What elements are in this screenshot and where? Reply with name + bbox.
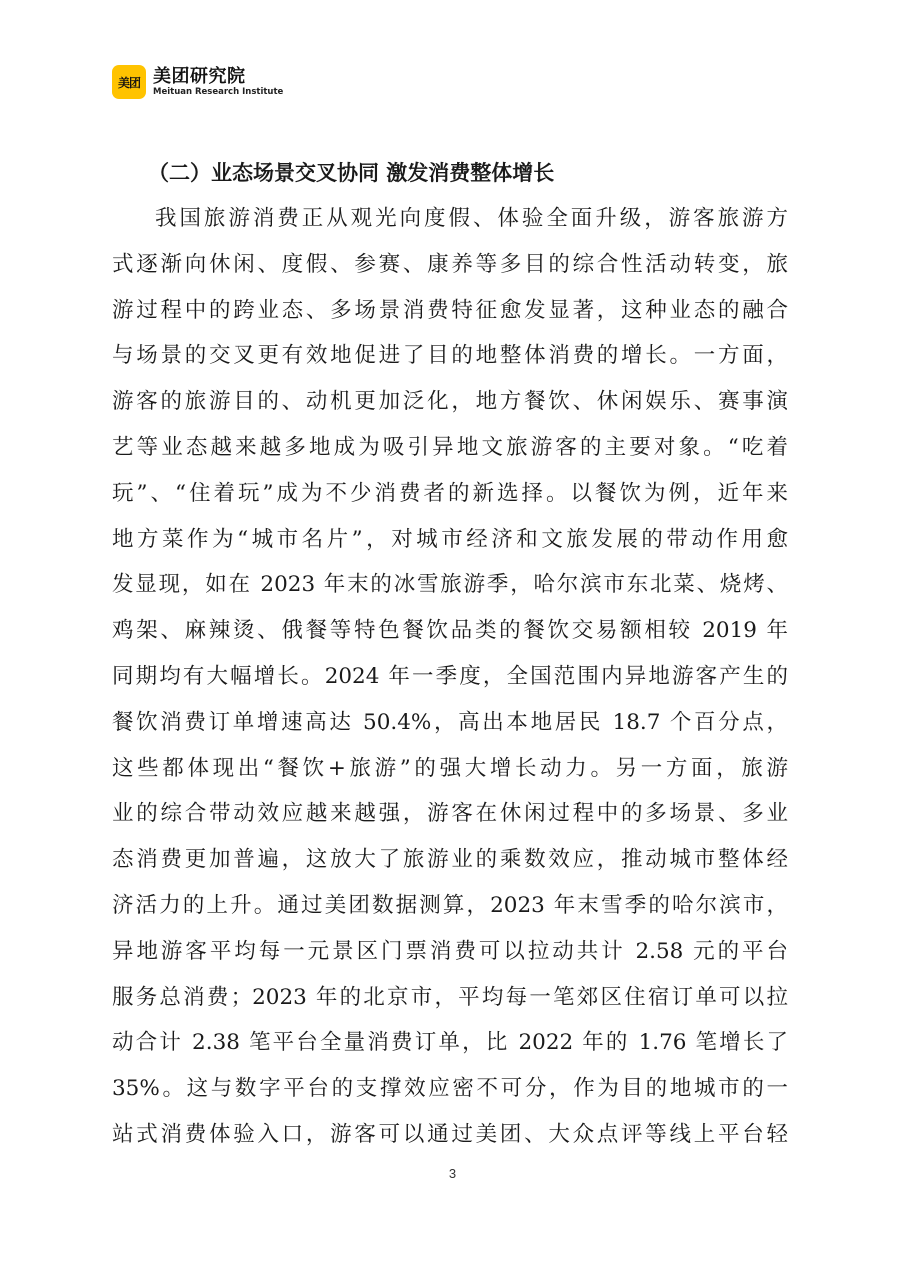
paragraph-line: 服务总消费；2023 年的北京市，平均每一笔郊区住宿订单可以拉 <box>112 984 788 1010</box>
section-heading: （二）业态场景交叉协同 激发消费整体增长 <box>148 161 555 185</box>
paragraph-line: 与场景的交叉更有效地促进了目的地整体消费的增长。一方面， <box>112 343 788 369</box>
meituan-logo: 美团 <box>112 65 146 99</box>
paragraph-line: 发显现，如在 2023 年末的冰雪旅游季，哈尔滨市东北菜、烧烤、 <box>112 572 788 598</box>
paragraph-line: 餐饮消费订单增速高达 50.4%，高出本地居民 18.7 个百分点， <box>112 709 788 735</box>
paragraph-line: 济活力的上升。通过美团数据测算，2023 年末雪季的哈尔滨市， <box>112 892 788 918</box>
institute-name-en: Meituan Research Institute <box>153 86 284 97</box>
paragraph-line: 业的综合带动效应越来越强，游客在休闲过程中的多场景、多业 <box>112 801 788 827</box>
paragraph-line: 式逐渐向休闲、度假、参赛、康养等多目的综合性活动转变，旅 <box>112 251 788 277</box>
paragraph-line: 动合计 2.38 笔平台全量消费订单，比 2022 年的 1.76 笔增长了 <box>112 1030 788 1056</box>
paragraph-line: 态消费更加普遍，这放大了旅游业的乘数效应，推动城市整体经 <box>112 847 788 873</box>
institute-name-cn: 美团研究院 <box>153 65 246 87</box>
paragraph-line: 35%。这与数字平台的支撑效应密不可分，作为目的地城市的一 <box>112 1076 788 1102</box>
paragraph-line: 异地游客平均每一元景区门票消费可以拉动共计 2.58 元的平台 <box>112 938 788 964</box>
paragraph-line: 游客的旅游目的、动机更加泛化，地方餐饮、休闲娱乐、赛事演 <box>112 389 788 415</box>
paragraph-line: 玩”、“住着玩”成为不少消费者的新选择。以餐饮为例，近年来 <box>112 480 788 506</box>
body-paragraph <box>112 196 788 1158</box>
paragraph-line: 这些都体现出“餐饮+旅游”的强大增长动力。另一方面，旅游 <box>112 755 788 781</box>
paragraph-line: 游过程中的跨业态、多场景消费特征愈发显著，这种业态的融合 <box>112 297 788 323</box>
paragraph-line: 艺等业态越来越多地成为吸引异地文旅游客的主要对象。“吃着 <box>112 434 788 460</box>
paragraph-line: 鸡架、麻辣烫、俄餐等特色餐饮品类的餐饮交易额相较 2019 年 <box>112 618 788 644</box>
institute-header <box>112 64 283 100</box>
institute-name <box>153 67 283 98</box>
page-number: 3 <box>448 1166 457 1181</box>
paragraph-line: 站式消费体验入口，游客可以通过美团、大众点评等线上平台轻 <box>112 1121 788 1147</box>
paragraph-line: 同期均有大幅增长。2024 年一季度，全国范围内异地游客产生的 <box>112 663 788 689</box>
paragraph-line: 地方菜作为“城市名片”，对城市经济和文旅发展的带动作用愈 <box>112 526 788 552</box>
paragraph-line: 我国旅游消费正从观光向度假、体验全面升级，游客旅游方 <box>155 206 788 231</box>
